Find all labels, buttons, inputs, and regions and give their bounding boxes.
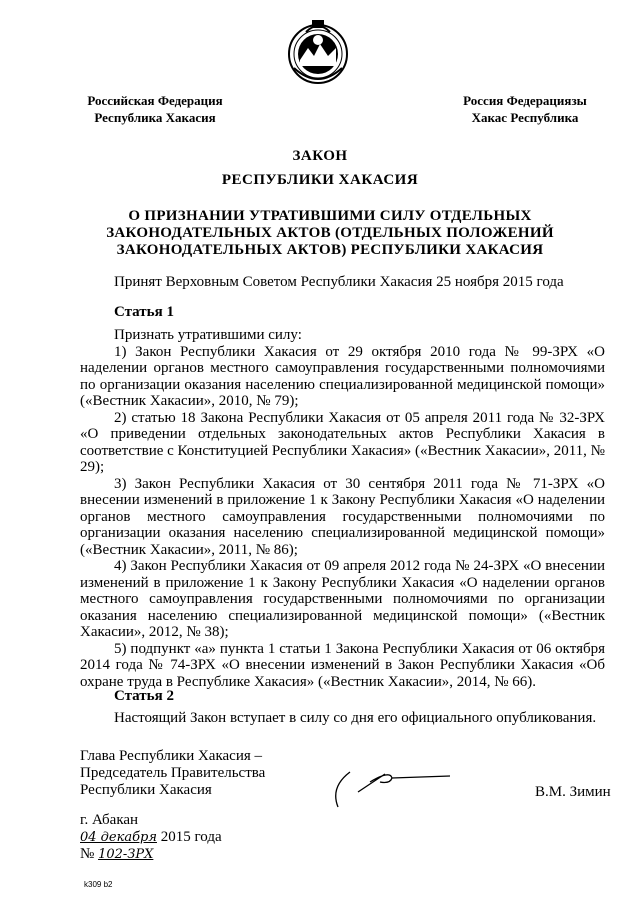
law-subtitle: О ПРИЗНАНИИ УТРАТИВШИМИ СИЛУ ОТДЕЛЬНЫХ ЗАКОНОДАТЕЛЬНЫХ АКТОВ (ОТДЕЛЬНЫХ ПОЛОЖЕНИЙ ЗАКОНОДАТЕЛЬНЫХ АКТОВ) РЕСПУБЛИКИ ХАКАСИЯ: [106, 208, 554, 258]
signatory-name: В.М. Зимин: [535, 784, 611, 800]
handwritten-number: 102-ЗРХ: [98, 847, 154, 862]
header-left-line1: Российская Федерация: [87, 93, 223, 108]
signing-date: [80, 829, 222, 846]
article-1-item: 4) Закон Республики Хакасия от 09 апреля 2012 года № 24-ЗРХ «О внесении изменений в приложение 1 к Закону Республики Хакасия «О наделении органов местного самоуправления государственными полномочиями по организации оказания населению специализированной медицинской помощи» («Вестник Хакасии», 2012, № 38);: [80, 558, 605, 640]
signatory-title: [80, 748, 265, 799]
place-date-block: [80, 812, 222, 863]
document-issuer-title: РЕСПУБЛИКИ ХАКАСИЯ: [221, 172, 419, 188]
article-1-item: 3) Закон Республики Хакасия от 30 сентября 2011 года № 71-ЗРХ «О внесении изменений в приложение 1 к Закону Республики Хакасия «О наделении органов местного самоуправления государственными полномочиями по организации оказания населению специализированной медицинской помощи» («Вестник Хакасии», 2011, № 86);: [80, 475, 605, 558]
header-right: [440, 92, 610, 126]
city-name: г. Абакан: [80, 812, 139, 828]
signatory-title-line1: Глава Республики Хакасия –: [80, 748, 263, 764]
article-2-heading: Статья 2: [114, 688, 174, 704]
article-1-item: 5) подпункт «а» пункта 1 статьи 1 Закона Республики Хакасия от 06 октября 2014 года № 74-ЗРХ «О внесении изменений в Закон Республики Хакасия «Об охране труда в Республике Хакасия» («Вестник Хакасии», 2014, № 66).: [80, 640, 605, 690]
signing-year: 2015 года: [160, 829, 222, 845]
handwritten-signature: [330, 762, 470, 812]
adoption-line: Принят Верховным Советом Республики Хакасия 25 ноября 2015 года: [114, 274, 564, 290]
law-number: [80, 846, 222, 863]
article-2-text: Настоящий Закон вступает в силу со дня его официального опубликования.: [114, 710, 597, 726]
header-right-line2: Хакас Республика: [471, 110, 579, 125]
footer-code: k309 b2: [84, 880, 113, 889]
handwritten-date: 04 декабря: [80, 830, 157, 845]
signatory-title-line3: Республики Хакасия: [80, 782, 212, 798]
header-right-line1: Россия Федерациязы: [463, 93, 587, 108]
article-1-body: [80, 327, 605, 690]
document-type-title: ЗАКОН: [292, 148, 348, 164]
header-left-line2: Республика Хакасия: [94, 110, 216, 125]
article-1-item: 1) Закон Республики Хакасия от 29 октября 2010 года № 99-ЗРХ «О наделении органов местного самоуправления государственными полномочиями по организации оказания населению специализированной медицинской помощи» («Вестник Хакасии», 2010, № 79);: [80, 343, 605, 409]
header-left: [70, 92, 240, 126]
coat-of-arms-icon: [286, 18, 350, 88]
article-1-item: 2) статью 18 Закона Республики Хакасия от 05 апреля 2011 года № 32-ЗРХ «О приведении отдельных законодательных актов Республики Хакасия в соответствие с Конституцией Республики Хакасия» («Вестник Хакасии», 2011, № 29);: [80, 409, 605, 475]
number-sign: №: [80, 846, 95, 862]
article-1-heading: Статья 1: [114, 304, 174, 320]
article-1-intro: Признать утратившими силу:: [114, 327, 302, 343]
signatory-title-line2: Председатель Правительства: [80, 765, 266, 781]
